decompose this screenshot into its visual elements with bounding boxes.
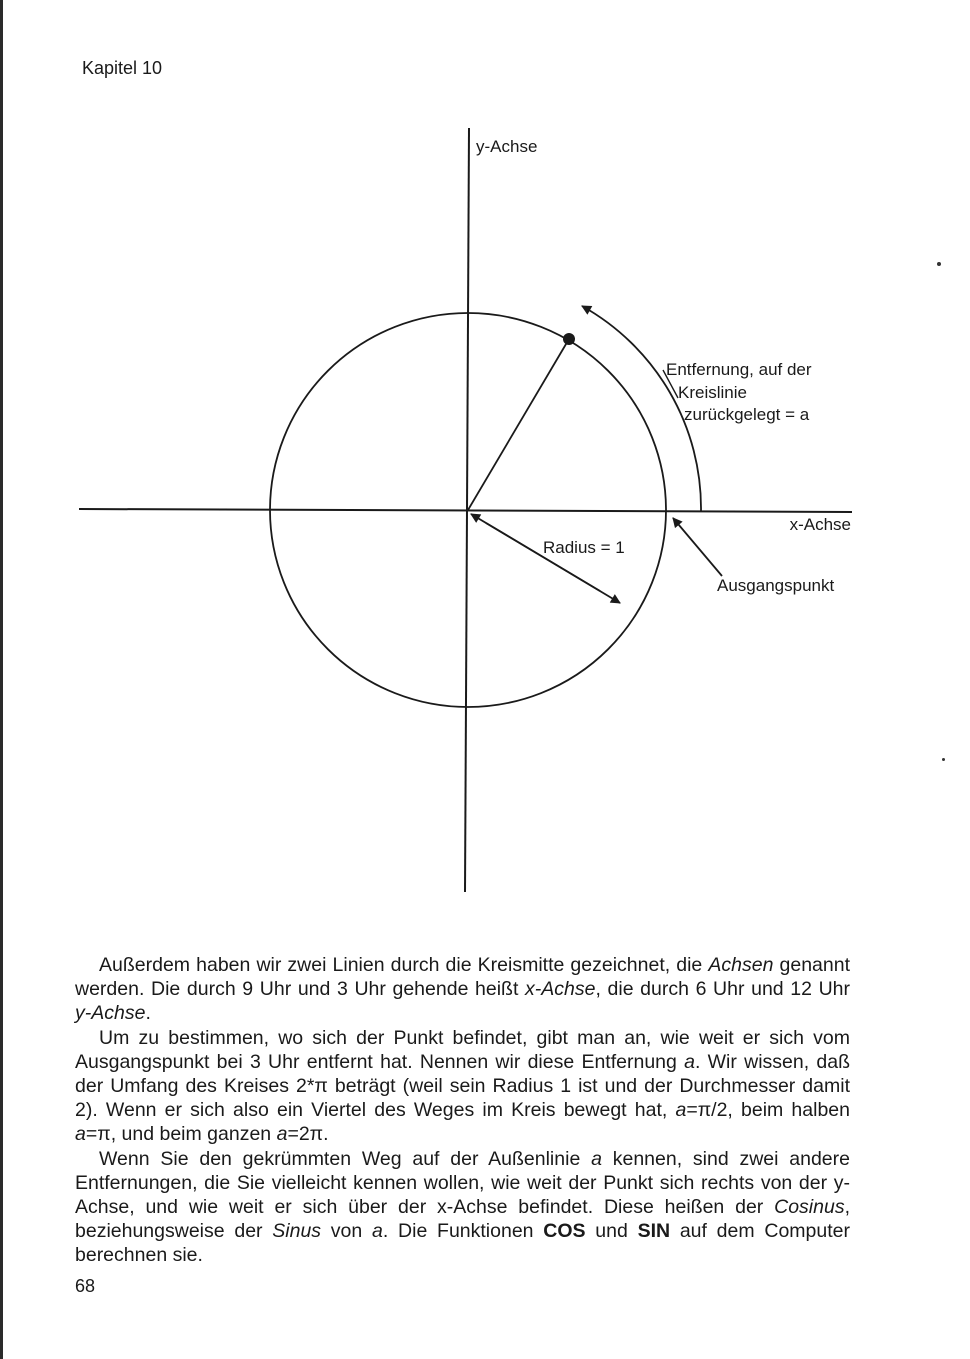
text-run: . Wir wissen, daß der Umfang des Kreises 2*π beträgt (weil sein Radius 1 ist und der Durchmesser damit 2). Wenn er sich also ein Viertel des Weges im Kreis bewegt hat,	[75, 1050, 850, 1122]
moving-point	[563, 333, 575, 345]
x-axis-line	[79, 509, 852, 512]
page-number: 68	[75, 1276, 96, 1296]
chapter-header: Kapitel 10	[82, 58, 163, 78]
distance-label-line3: zurückgelegt = a	[684, 405, 810, 424]
text-run: =π/2, beim halben	[686, 1099, 850, 1122]
italic-term: a	[591, 1147, 602, 1170]
italic-term: x-Achse	[525, 978, 596, 1001]
paragraph-axes	[75, 953, 850, 1026]
italic-term: a	[372, 1220, 383, 1243]
x-axis-label: x-Achse	[789, 515, 851, 534]
text-run: , die durch 6 Uhr und 12 Uhr	[595, 978, 851, 1001]
italic-term: a	[276, 1123, 288, 1146]
point-radius-line	[468, 339, 569, 510]
start-point-label: Ausgangspunkt	[717, 576, 835, 595]
text-run: .	[145, 1002, 151, 1025]
y-axis-label: y-Achse	[476, 137, 538, 156]
text-run: Um zu bestimmen, wo sich der Punkt befindet, gibt man an, wie weit er sich vom Ausgangspunkt bei 3 Uhr entfernt hat. Nennen wir diese Entfernung	[75, 1026, 850, 1073]
start-pointer-arrow	[673, 518, 722, 576]
italic-term: Sinus	[272, 1220, 322, 1243]
distance-label-line2: Kreislinie	[678, 383, 747, 402]
paragraph-distance	[75, 1026, 850, 1147]
text-run: von	[321, 1220, 372, 1243]
text-run: =π, und beim ganzen	[85, 1123, 277, 1146]
text-run: =2π.	[287, 1123, 329, 1146]
text-run: , beziehungsweise der	[75, 1196, 850, 1243]
text-run: genannt werden. Die durch 9 Uhr und 3 Uhr gehende heißt	[75, 954, 850, 1001]
italic-term: y-Achse	[75, 1002, 146, 1025]
paragraph-cos-sin	[75, 1147, 850, 1268]
text-run: . Die Funktionen	[382, 1220, 544, 1243]
text-run: auf dem Computer berechnen sie.	[75, 1220, 850, 1267]
text-run: Wenn Sie den gekrümmten Weg auf der Außenlinie	[99, 1147, 592, 1170]
radius-label: Radius = 1	[543, 538, 625, 557]
italic-term: Achsen	[708, 954, 774, 976]
text-run: und	[585, 1220, 638, 1243]
bold-term: SIN	[637, 1220, 671, 1243]
body-text	[75, 953, 850, 1268]
italic-term: a	[675, 1099, 687, 1122]
bold-term: COS	[543, 1220, 586, 1243]
italic-term: Cosinus	[774, 1196, 845, 1219]
distance-label-line1: Entfernung, auf der	[666, 360, 812, 379]
italic-term: a	[684, 1050, 695, 1073]
italic-term: a	[75, 1123, 86, 1146]
text-run: kennen, sind zwei andere Entfernungen, die Sie vielleicht kennen wollen, wie weit der Punkt sich rechts von der y-Achse, und wie weit er sich über der x-Achse befindet. Diese heißen der	[75, 1147, 850, 1219]
text-run: Außerdem haben wir zwei Linien durch die Kreismitte gezeichnet, die	[99, 954, 709, 976]
